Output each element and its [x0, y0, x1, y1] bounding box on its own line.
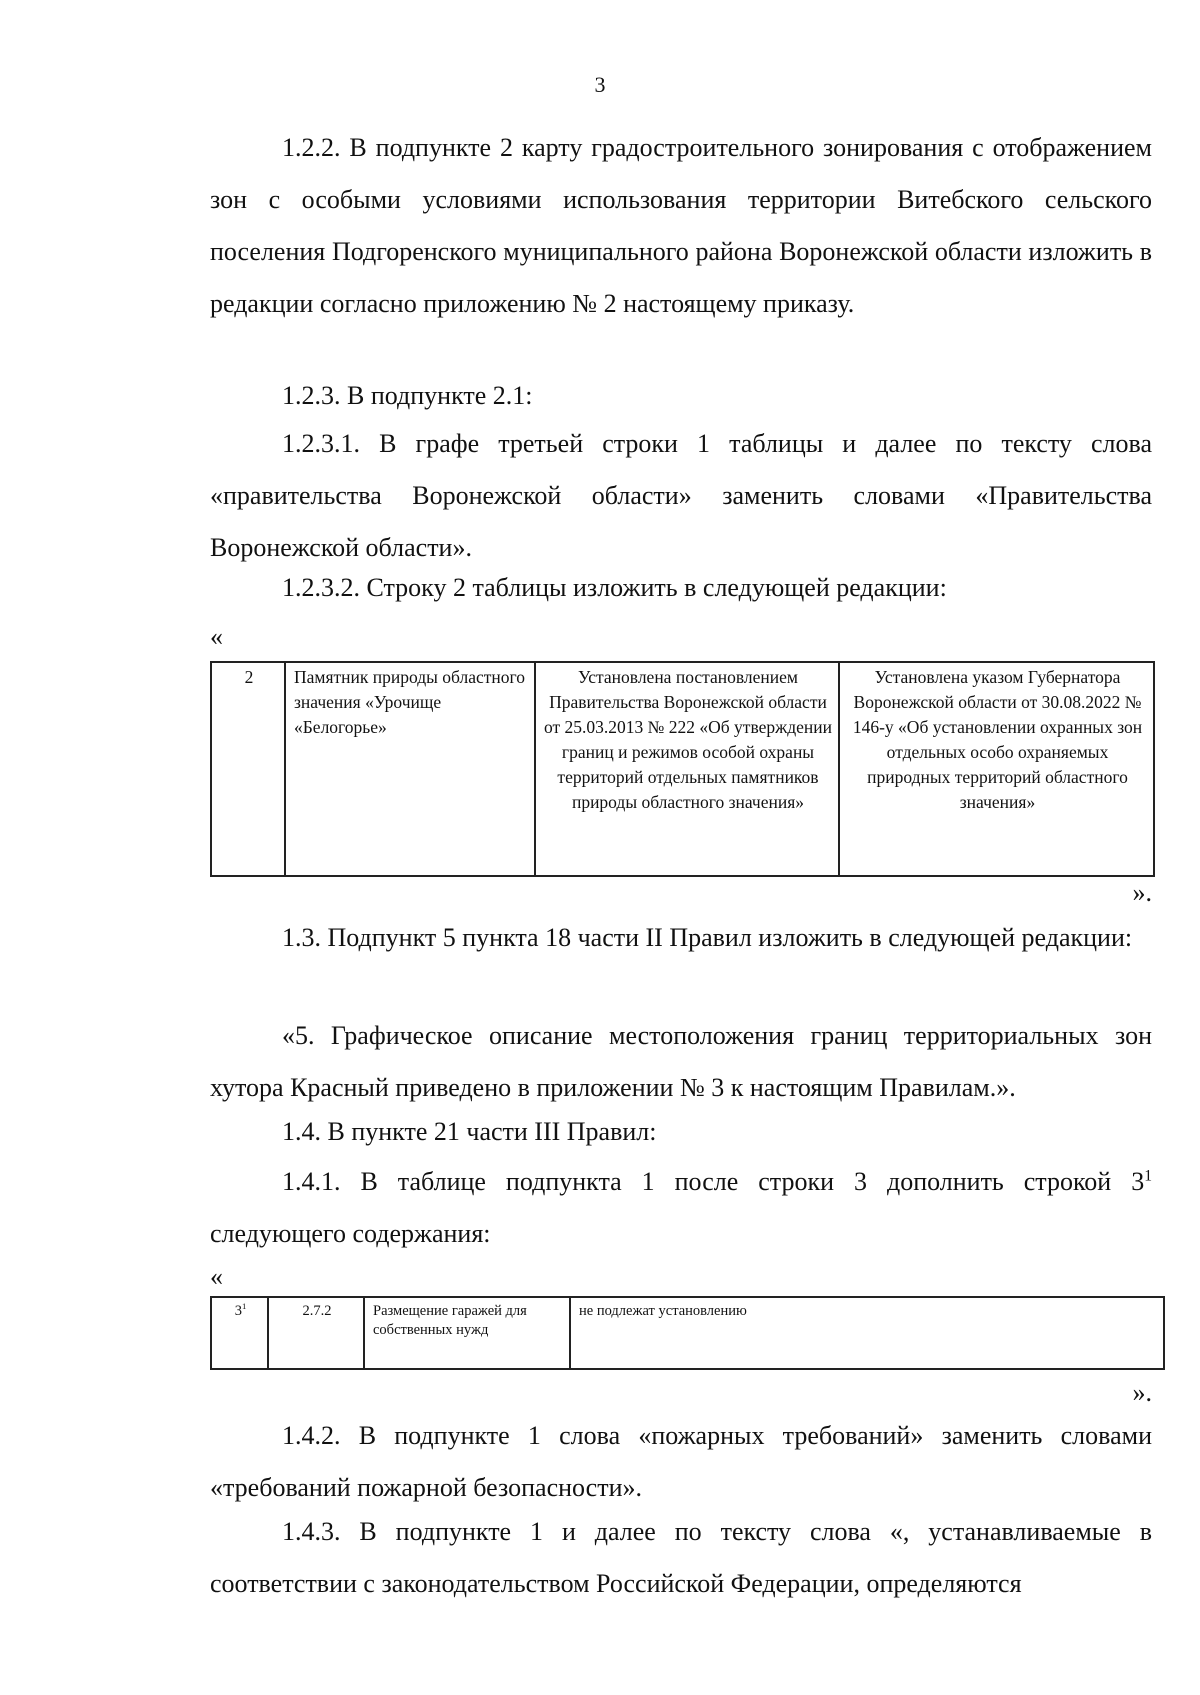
- table-row-2-replacement: [210, 661, 1155, 877]
- page-number: 3: [594, 72, 606, 97]
- paragraph-1-4-3: 1.4.3. В подпункте 1 и далее по тексту слова «, устанавливаемые в соответствии с законодательством Российской Федерации, определяются: [210, 1517, 1152, 1598]
- table1-cell-resolution: Установлена постановлением Правительства Воронежской области от 25.03.2013 № 222 «Об утверждении границ и режимов особой охраны территорий отдельных памятников природы областного значения»: [535, 662, 839, 876]
- table-row: [211, 1297, 1164, 1369]
- quote-close-1: ».: [1132, 878, 1152, 907]
- paragraph-item-5-quote: «5. Графическое описание местоположения границ территориальных зон хутора Красный приведено в приложении № 3 к настоящим Правилам.».: [210, 1021, 1152, 1102]
- paragraph-1-2-2: 1.2.2. В подпункте 2 карту градостроительного зонирования с отображением зон с особыми условиями использования территории Витебского сельского поселения Подгоренского муниципального района Воронежской области изложить в редакции согласно приложению № 2 настоящему приказу.: [210, 133, 1152, 318]
- table2-cell-name: Размещение гаражей для собственных нужд: [364, 1297, 570, 1369]
- table-row-3-1-addition: [210, 1296, 1165, 1370]
- paragraph-1-4-1: [210, 1156, 1152, 1260]
- table2-cell-value: не подлежат установлению: [570, 1297, 1164, 1369]
- table1-cell-name: Памятник природы областного значения «Урочище «Белогорье»: [285, 662, 535, 876]
- table2-cell-code: 2.7.2: [268, 1297, 364, 1369]
- table2-cell-number: [211, 1297, 268, 1369]
- paragraph-1-4: 1.4. В пункте 21 части III Правил:: [282, 1117, 657, 1146]
- superscript-1: 1: [1144, 1167, 1152, 1185]
- table2-number-sup: 1: [241, 1301, 247, 1312]
- paragraph-1-3: 1.3. Подпункт 5 пункта 18 части II Правил изложить в следующей редакции:: [282, 923, 1133, 952]
- paragraph-1-2-3-1: 1.2.3.1. В графе третьей строки 1 таблицы и далее по тексту слова «правительства Воронежской области» заменить словами «Правительства Воронежской области».: [210, 429, 1152, 562]
- table1-cell-decree: Установлена указом Губернатора Воронежской области от 30.08.2022 № 146-у «Об установлении охранных зон отдельных особо охраняемых природных территорий областного значения»: [839, 662, 1154, 876]
- paragraph-1-4-2: 1.4.2. В подпункте 1 слова «пожарных требований» заменить словами «требований пожарной безопасности».: [210, 1421, 1152, 1502]
- quote-open-2: «: [210, 1262, 223, 1291]
- paragraph-1-4-1-text: 1.4.1. В таблице подпункта 1 после строки 3 дополнить строкой 3: [282, 1167, 1145, 1196]
- paragraph-1-4-1-tail: следующего содержания:: [210, 1219, 491, 1248]
- quote-close-2: ».: [1132, 1378, 1152, 1407]
- paragraph-1-2-3-2: 1.2.3.2. Строку 2 таблицы изложить в следующей редакции:: [282, 573, 947, 602]
- paragraph-1-2-3: 1.2.3. В подпункте 2.1:: [282, 381, 533, 410]
- table-row: [211, 662, 1154, 876]
- table2-number-text: 3: [234, 1303, 242, 1319]
- quote-open-1: «: [210, 622, 223, 651]
- table1-cell-number: 2: [211, 662, 285, 876]
